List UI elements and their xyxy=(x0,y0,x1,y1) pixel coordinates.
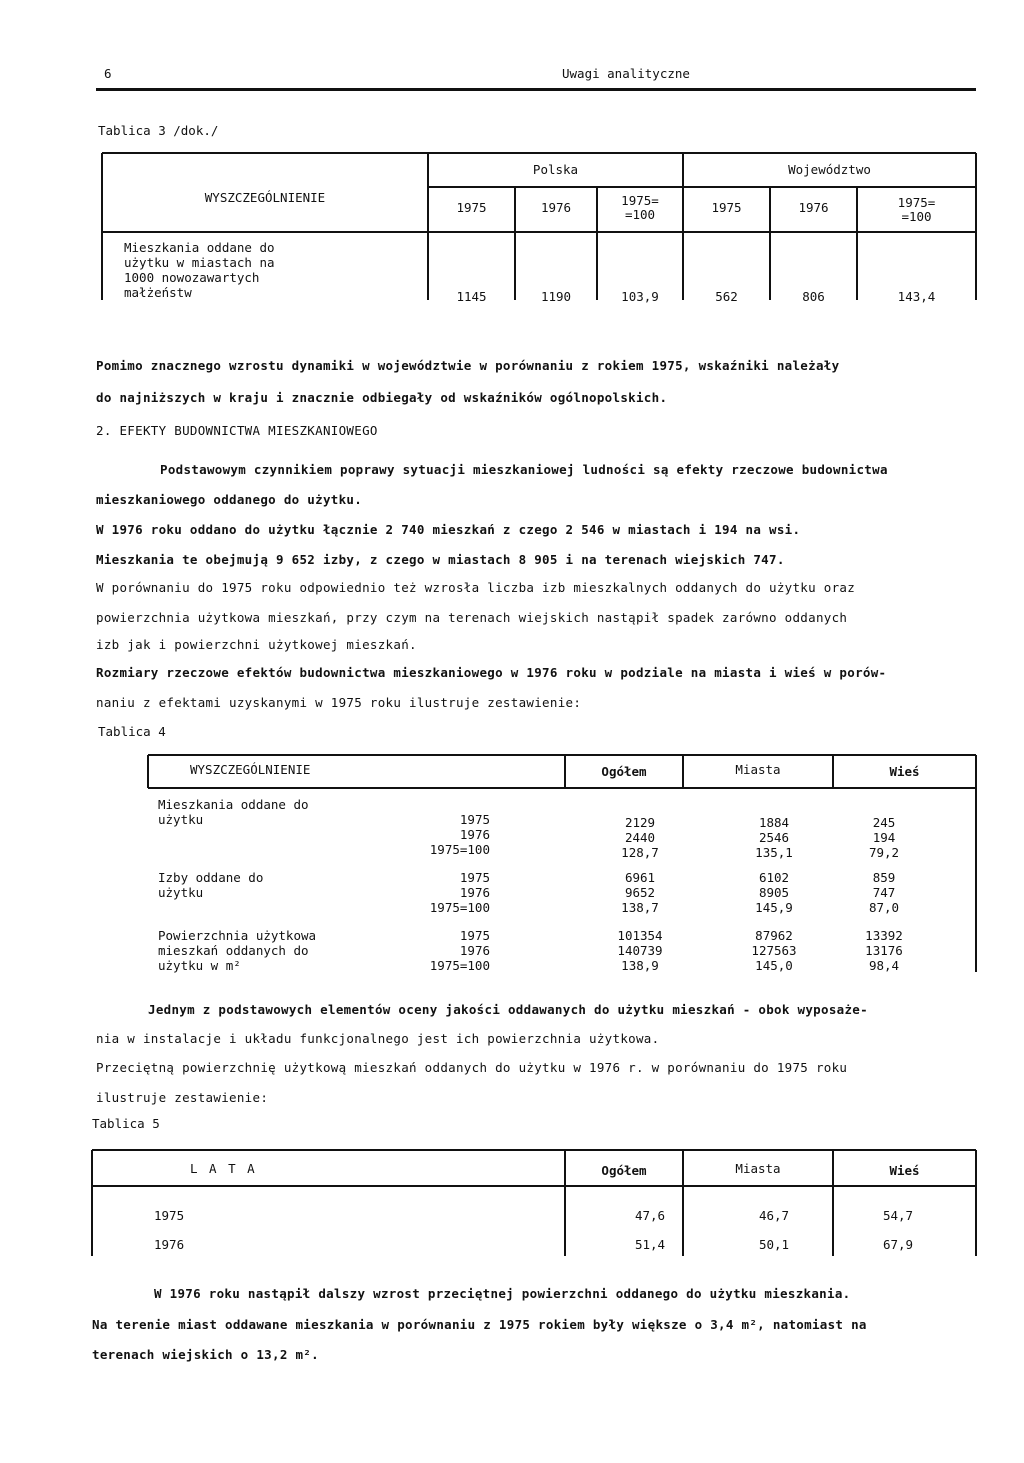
table3-cell: 1145 xyxy=(456,289,487,304)
table3-stub-header: WYSZCZEGÓLNIENIE xyxy=(204,190,326,205)
table4-cell: 101354 140739 138,9 xyxy=(617,928,663,973)
table3-caption: Tablica 3 /dok./ xyxy=(98,123,219,138)
table3-row-label: Mieszkania oddane do użytku w miastach na 1000 nowozawartych małżeństw xyxy=(124,240,275,300)
paragraph-line: mieszkaniowego oddanego do użytku. xyxy=(96,492,363,507)
table3-col-header: 1975 xyxy=(711,200,742,215)
table4-cell: 87962 127563 145,0 xyxy=(751,928,797,973)
table4-cell: 6102 8905 145,9 xyxy=(755,870,793,915)
paragraph-line: terenach wiejskich o 13,2 m². xyxy=(92,1347,319,1362)
page-number: 6 xyxy=(104,66,112,81)
table4-year: 1975 1976 1975=100 xyxy=(429,812,490,857)
table4-year: 1975 1976 1975=100 xyxy=(429,870,490,915)
table5-year: 1975 xyxy=(154,1208,185,1223)
table5-cell: 50,1 xyxy=(758,1237,790,1252)
table5-cell: 46,7 xyxy=(758,1208,790,1223)
table4-row-label: Izby oddane do użytku xyxy=(158,870,264,900)
paragraph-line: Rozmiary rzeczowe efektów budownictwa mieszkaniowego w 1976 roku w podziale na miasta i wieś w porów- xyxy=(96,665,887,680)
paragraph-line: Mieszkania te obejmują 9 652 izby, z czego w miastach 8 905 i na terenach wiejskich 747. xyxy=(96,552,785,567)
table4-header-stub: WYSZCZEGÓLNIENIE xyxy=(190,762,311,777)
table3-cell: 143,4 xyxy=(897,289,936,304)
paragraph-line: W porównaniu do 1975 roku odpowiednio też wzrosła liczba izb mieszkalnych oddanych do użytku oraz xyxy=(96,580,856,595)
table4-row-label: Mieszkania oddane do użytku xyxy=(158,797,309,827)
table4-cell: 1884 2546 135,1 xyxy=(755,815,793,860)
table5-caption: Tablica 5 xyxy=(92,1116,160,1131)
table4-header: Wieś xyxy=(889,764,920,779)
table3-col-header: 1976 xyxy=(798,200,829,215)
table3-col-header: 1975= =100 xyxy=(897,195,936,224)
paragraph-line: naniu z efektami uzyskanymi w 1975 roku ilustruje zestawienie: xyxy=(96,695,582,710)
paragraph-line: Jednym z podstawowych elementów oceny jakości oddawanych do użytku mieszkań - obok wyposaże- xyxy=(148,1002,868,1017)
paragraph-line: Na terenie miast oddawane mieszkania w porównaniu z 1975 rokiem były większe o 3,4 m², natomiast na xyxy=(92,1317,867,1332)
table4-year: 1975 1976 1975=100 xyxy=(429,928,490,973)
table4-row-label: Powierzchnia użytkowa mieszkań oddanych do użytku w m² xyxy=(158,928,317,973)
table4-caption: Tablica 4 xyxy=(98,724,166,739)
table4-cell: 2129 2440 128,7 xyxy=(621,815,659,860)
paragraph-line: ilustruje zestawienie: xyxy=(96,1090,269,1105)
table5-year: 1976 xyxy=(154,1237,185,1252)
table3-group-polska: Polska xyxy=(532,162,579,177)
paragraph-line: izb jak i powierzchni użytkowej mieszkań. xyxy=(96,637,417,652)
table4-header: Ogółem xyxy=(601,764,647,779)
table3-cell: 562 xyxy=(715,289,738,304)
table3-group-wojewodztwo: Województwo xyxy=(788,162,871,177)
paragraph-line: Przeciętną powierzchnię użytkową mieszkań oddanych do użytku w 1976 r. w porównaniu do 1975 roku xyxy=(96,1060,848,1075)
table3-col-header: 1975= =100 xyxy=(621,193,659,222)
table3-col-header: 1976 xyxy=(540,200,572,215)
paragraph-line: nia w instalacje i układu funkcjonalnego jest ich powierzchnia użytkowa. xyxy=(96,1031,660,1046)
table3-cell: 103,9 xyxy=(621,289,659,304)
section-heading: 2. EFEKTY BUDOWNICTWA MIESZKANIOWEGO xyxy=(96,423,378,438)
table3-col-header: 1975 xyxy=(456,200,487,215)
table5-header: Miasta xyxy=(735,1161,781,1176)
table4-cell: 245 194 79,2 xyxy=(868,815,900,860)
table5-header: Ogółem xyxy=(601,1163,647,1178)
paragraph-line: do najniższych w kraju i znacznie odbiegały od wskaźników ogólnopolskich. xyxy=(96,390,668,405)
table5-cell: 47,6 xyxy=(634,1208,666,1223)
paragraph-line: W 1976 roku oddano do użytku łącznie 2 740 mieszkań z czego 2 546 w miastach i 194 na wsi. xyxy=(96,522,801,537)
paragraph-line: Podstawowym czynnikiem poprawy sytuacji mieszkaniowej ludności są efekty rzeczowe budownictwa xyxy=(160,462,888,477)
table5-cell: 67,9 xyxy=(882,1237,914,1252)
table5-header: Wieś xyxy=(889,1163,920,1178)
table4-header: Miasta xyxy=(735,762,781,777)
paragraph-line: powierzchnia użytkowa mieszkań, przy czym na terenach wiejskich nastąpił spadek zarówno oddanych xyxy=(96,610,848,625)
running-title: Uwagi analityczne xyxy=(562,66,690,81)
table5-cell: 54,7 xyxy=(882,1208,914,1223)
paragraph-line: Pomimo znacznego wzrostu dynamiki w województwie w porównaniu z rokiem 1975, wskaźniki należały xyxy=(96,358,840,373)
paragraph-line: W 1976 roku nastąpił dalszy wzrost przeciętnej powierzchni oddanego do użytku mieszkania. xyxy=(154,1286,851,1301)
table3-cell: 806 xyxy=(802,289,825,304)
table4-cell: 859 747 87,0 xyxy=(868,870,900,915)
table4-cell: 13392 13176 98,4 xyxy=(865,928,903,973)
table3-cell: 1190 xyxy=(540,289,572,304)
table4-cell: 6961 9652 138,7 xyxy=(621,870,659,915)
table5-header-stub: L A T A xyxy=(190,1161,257,1176)
table5-cell: 51,4 xyxy=(634,1237,666,1252)
